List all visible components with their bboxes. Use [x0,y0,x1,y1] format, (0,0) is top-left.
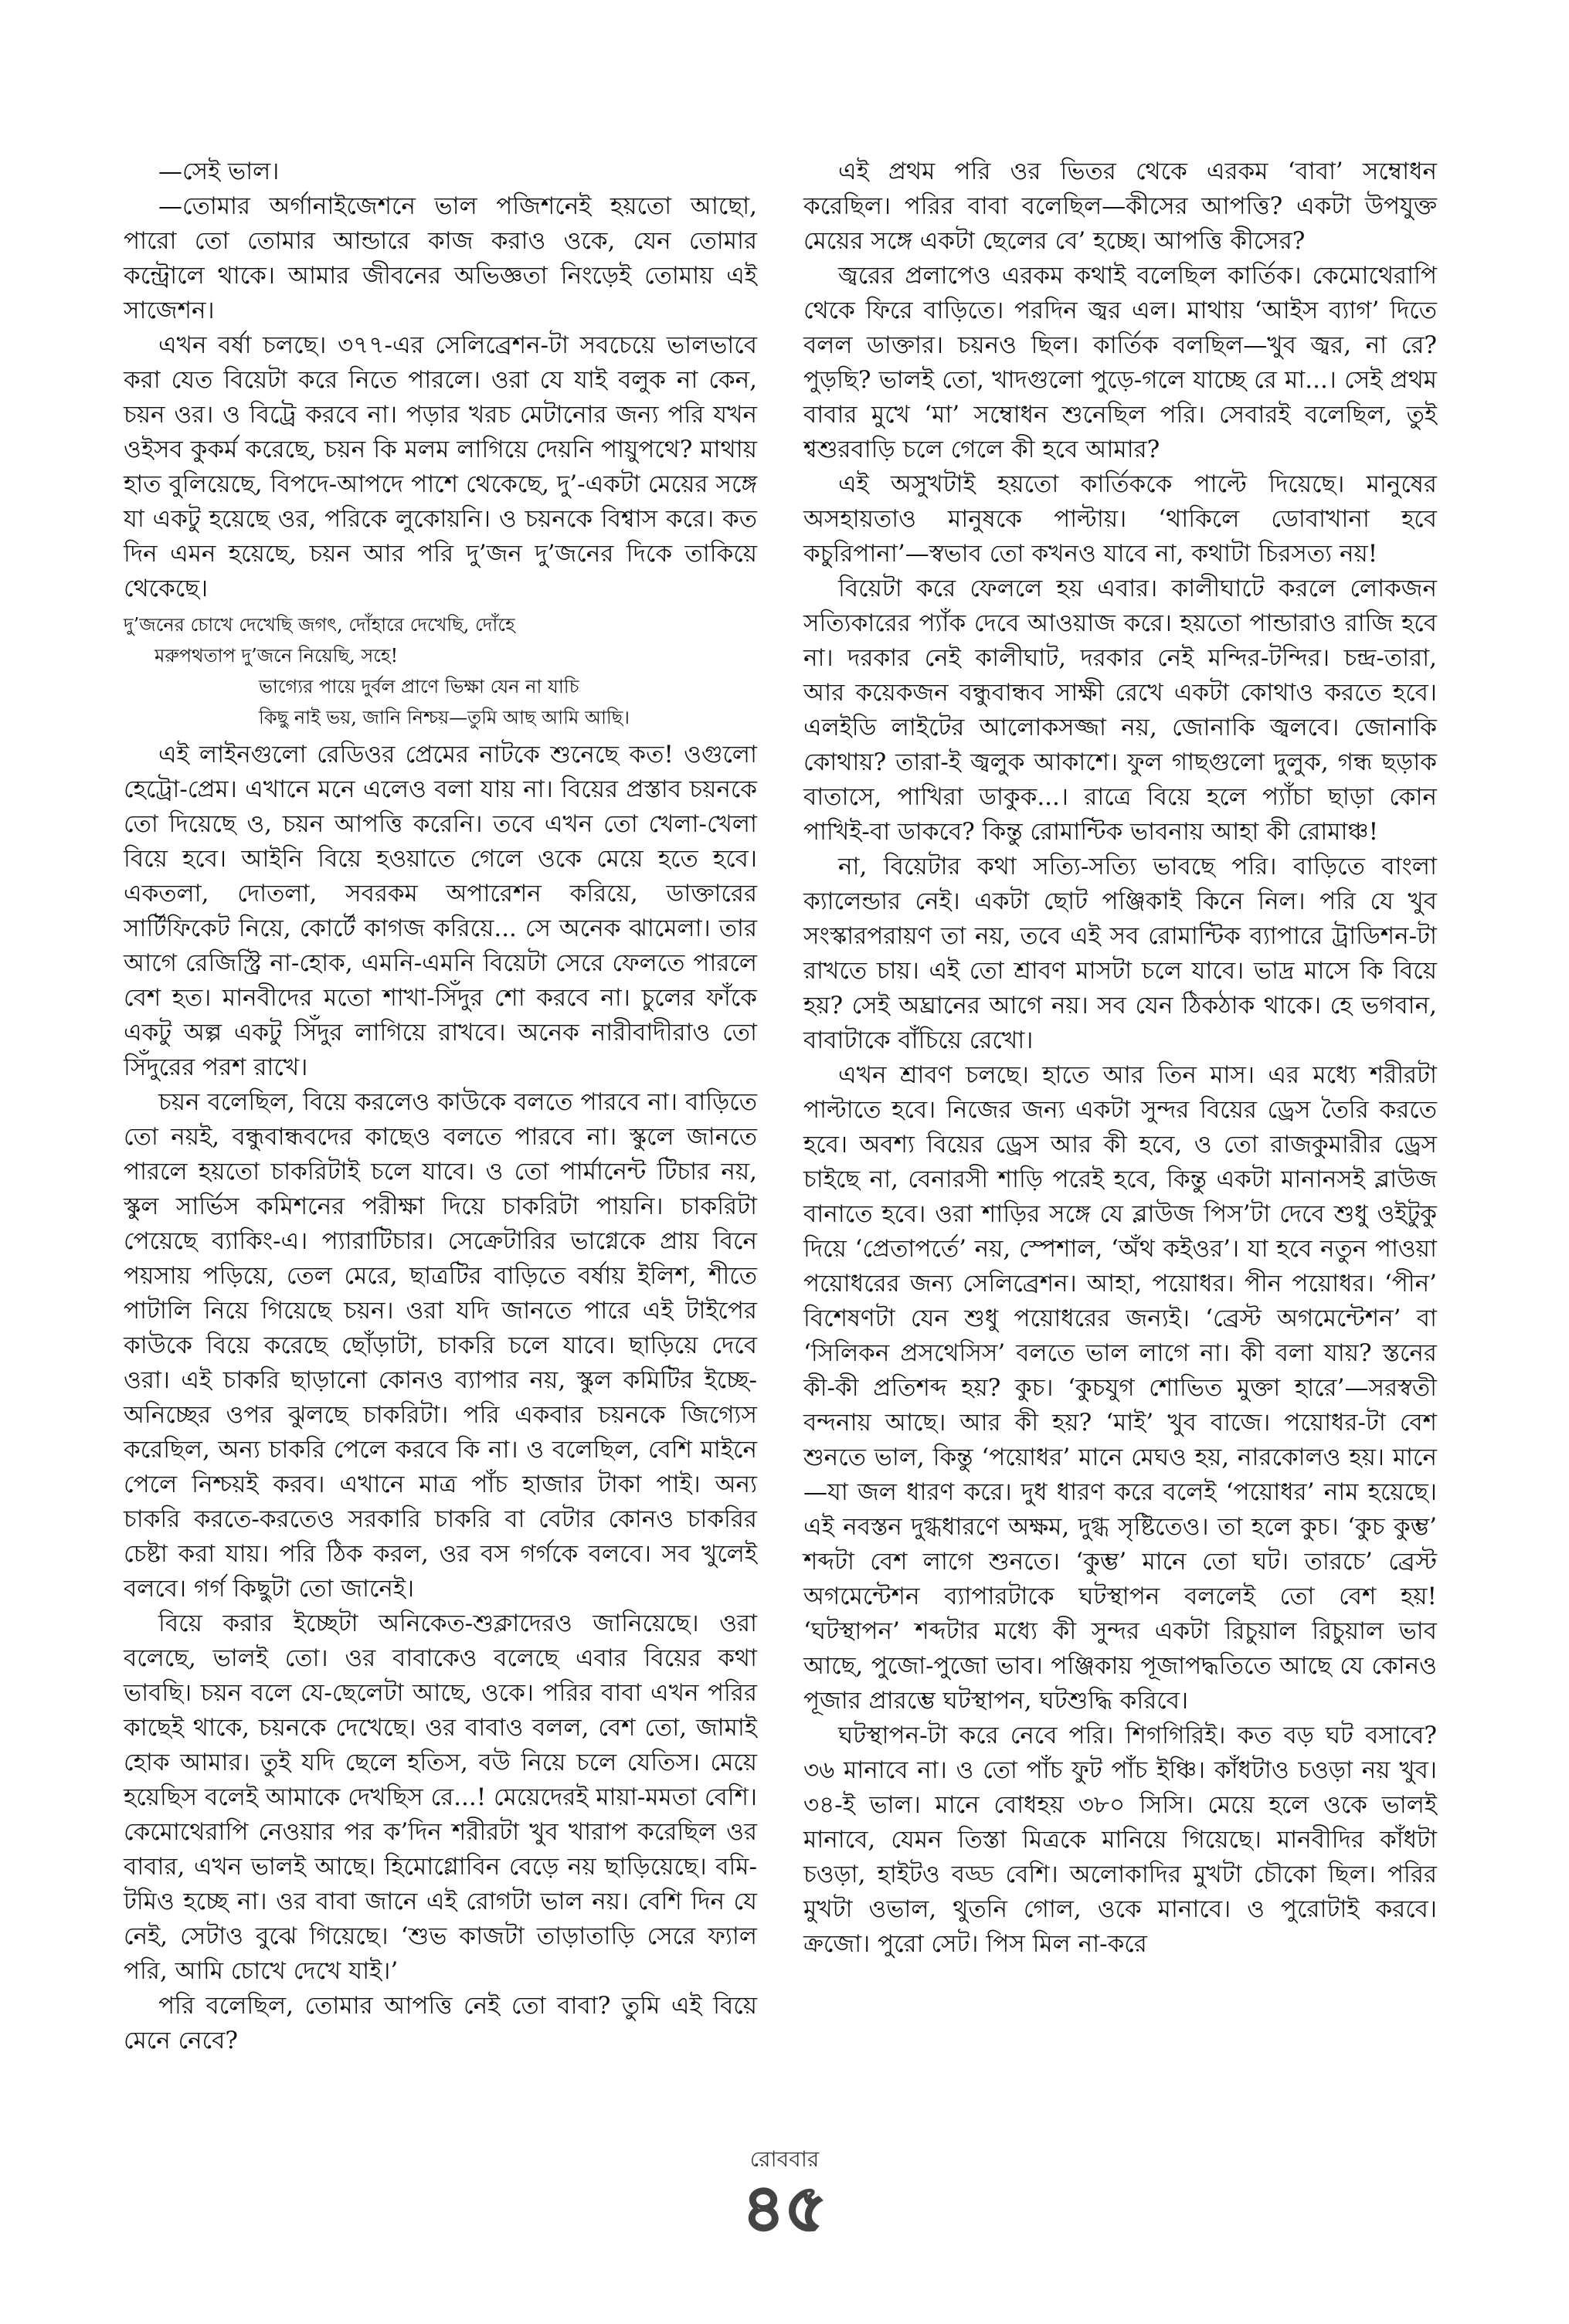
paragraph: —সেই ভাল। [158,158,280,185]
paragraph: এখন শ্রাবণ চলছে। হাতে আর তিন মাস। এর মধ্যে শরীরটা পাল্টাতে হবে। নিজের জন্য একটা সুন্দর বিয়ের ড্রেস তৈরি করতে হবে। অবশ্য বিয়ের ড্রেস আর কী হবে, ও তো রাজকুমারীর ড্রেস চাইছে না, বেনারসী শাড়ি পরেই হবে, কিন্তু একটা মানানসই ব্লাউজ বানাতে হবে। ওরা শাড়ির সঙ্গে যে ব্লাউজ পিস’টা দেবে শুধু ওইটুকু দিয়ে ‘প্রেতাপর্তে’ নয়, স্পেশাল, ‘অঁথ কইওর’। যা হবে নতুন পাওয়া পয়োধরের জন্য সেলিব্রেশন। আহা, পয়োধর। পীন পয়োধর। ‘পীন’ বিশেষণটা যেন শুধু পয়োধরের জন্যই। ‘ব্রেস্ট অগমেন্টেশন’ বা ‘সিলিকন প্রসথেসিস’ বলতে ভাল লাগে না। কী বলা যায়? স্তনের কী-কী প্রতিশব্দ হয়? কুচ। ‘কুচযুগ শোভিত মুক্তা হারে’—সরস্বতী বন্দনায় আছে। আর কী হয়? ‘মাই’ খুব বাজে। পয়োধর-টা বেশ শুনতে ভাল, কিন্তু ‘পয়োধর’ মানে মেঘও হয়, নারকোলও হয়। মানে—যা জল ধারণ করে। দুধ ধারণ করে বলেই ‘পয়োধর’ নাম হয়েছে। এই নবস্তন দুগ্ধধারণে অক্ষম, দুগ্ধ সৃষ্টিতেও। তা হলে কুচ। ‘কুচ কুম্ভ’ শব্দটা বেশ লাগে শুনতে। ‘কুম্ভ’ মানে তো ঘট। তারচে’ ব্রেস্ট অগমেন্টেশন ব্যাপারটাকে ঘটস্থাপন বললেই তো বেশ হয়! ‘ঘটস্থাপন’ শব্দটার মধ্যে কী সুন্দর একটা রিচুয়াল রিচুয়াল ভাব আছে, পুজো-পুজো ভাব। পঞ্জিকায় পূজাপদ্ধতিতে আছে যে কোনও পূজার প্রারম্ভে ঘটস্থাপন, ঘটশুদ্ধি করিবে। [803,1061,1437,1715]
right-column [803,154,1437,1962]
paragraph: পরি বলেছিল, তোমার আপত্তি নেই তো বাবা? তুমি এই বিয়ে মেনে নেবে? [124,1992,757,2054]
paragraph: বিয়ে করার ইচ্ছেটা অনিকেত-শুক্লাদেরও জানিয়েছে। ওরা বলেছে, ভালই তো। ওর বাবাকেও বলেছে এবার বিয়ের কথা ভাবছি। চয়ন বলে যে-ছেলেটা আছে, ওকে। পরির বাবা এখন পরির কাছেই থাকে, চয়নকে দেখেছে। ওর বাবাও বলল, বেশ তো, জামাই হোক আমার। তুই যদি ছেলে হতিস, বউ নিয়ে চলে যেতিস। মেয়ে হয়েছিস বলেই আমাকে দেখছিস রে...! মেয়েদেরই মায়া-মমতা বেশি। কেমোথেরাপি নেওয়ার পর ক’দিন শরীরটা খুব খারাপ করেছিল ওর বাবার, এখন ভালই আছে। হিমোগ্লোবিন বেড়ে নয় ছাড়িয়েছে। বমি-টমিও হচ্ছে না। ওর বাবা জানে এই রোগটা ভাল নয়। বেশি দিন যে নেই, সেটাও বুঝে গিয়েছে। ‘শুভ কাজটা তাড়াতাড়ি সেরে ফ্যাল পরি, আমি চোখে দেখে যাই।’ [124,1610,757,1985]
left-column [124,154,757,2058]
paragraph: না, বিয়েটার কথা সত্যি-সত্যি ভাবছে পরি। বাড়িতে বাংলা ক্যালেন্ডার নেই। একটা ছোট পঞ্জিকাই কিনে নিল। পরি যে খুব সংস্কারপরায়ণ তা নয়, তবে এই সব রোমান্টিক ব্যাপারে ট্রাডিশন-টা রাখতে চায়। এই তো শ্রাবণ মাসটা চলে যাবে। ভাদ্র মাসে কি বিয়ে হয়? সেই অঘ্রানের আগে নয়। সব যেন ঠিকঠাক থাকে। হে ভগবান, বাবাটাকে বাঁচিয়ে রেখো। [803,853,1437,1054]
paragraph: জ্বরের প্রলাপেও এরকম কথাই বলেছিল কার্তিক। কেমোথেরাপি থেকে ফিরে বাড়িতে। পরদিন জ্বর এল। মাথায় ‘আইস ব্যাগ’ দিতে বলল ডাক্তার। চয়নও ছিল। কার্তিক বলছিল—খুব জ্বর, না রে? পুড়ছি? ভালই তো, খাদগুলো পুড়ে-গলে যাচ্ছে রে মা...। সেই প্রথম বাবার মুখে ‘মা’ সম্বোধন শুনেছিল পরি। সেবারই বলেছিল, তুই শ্বশুরবাড়ি চলে গেলে কী হবে আমার? [803,262,1437,463]
page-number: ৪৫ [742,2170,827,2246]
poem-line: দু’জনের চোখে দেখেছি জগৎ, দোঁহারে দেখেছি, দোঁহে [124,614,515,636]
paragraph: এখন বর্ষা চলছে। ৩৭৭-এর সেলিব্রেশন-টা সবচেয়ে ভালভাবে করা যেত বিয়েটা করে নিতে পারলে। ওরা যে যাই বলুক না কেন, চয়ন ওর। ও বিট্রে করবে না। পড়ার খরচ মেটানোর জন্য পরি যখন ওইসব কুকর্ম করেছে, চয়ন কি মলম লাগিয়ে দেয়নি পায়ুপথে? মাথায় হাত বুলিয়েছে, বিপদে-আপদে পাশে থেকেছে, দু’-একটা মেয়ের সঙ্গে যা একটু হয়েছে ওর, পরিকে লুকোয়নি। ও চয়নকে বিশ্বাস করে। কত দিন এমন হয়েছে, চয়ন আর পরি দু’জন দু’জনের দিকে তাকিয়ে থেকেছে। [124,331,757,602]
paragraph: এই অসুখটাই হয়তো কার্তিককে পাল্টে দিয়েছে। মানুষের অসহায়তাও মানুষকে পাল্টায়। ‘থাকিলে ডোবাখানা হবে কচুরিপানা’—স্বভাব তো কখনও যাবে না, কথাটা চিরসত্য নয়! [803,470,1437,568]
paragraph: —তোমার অর্গানাইজেশনে ভাল পজিশনেই হয়তো আছো, পারো তো তোমার আন্ডারে কাজ করাও ওকে, যেন তোমার কন্ট্রোলে থাকে। আমার জীবনের অভিজ্ঞতা নিংড়েই তোমায় এই সাজেশন। [124,192,757,324]
paragraph: বিয়েটা করে ফেললে হয় এবার। কালীঘাটে করলে লোকজন সত্যিকারের প্যাঁক দেবে আওয়াজ করে। হয়তো পান্ডারাও রাজি হবে না। দরকার নেই কালীঘাট, দরকার নেই মন্দির-টন্দির। চন্দ্র-তারা, আর কয়েকজন বন্ধুবান্ধব সাক্ষী রেখে একটা কোথাও করতে হবে। এলইডি লাইটের আলোকসজ্জা নয়, জোনাকি জ্বলবে। জোনাকি কোথায়? তারা-ই জ্বলুক আকাশে। ফুল গাছগুলো দুলুক, গন্ধ ছড়াক বাতাসে, পাখিরা ডাকুক...। রাত্রে বিয়ে হলে প্যাঁচা ছাড়া কোন পাখিই-বা ডাকবে? কিন্তু রোমান্টিক ভাবনায় আহা কী রোমাঞ্চ! [803,575,1437,846]
paragraph: চয়ন বলেছিল, বিয়ে করলেও কাউকে বলতে পারবে না। বাড়িতে তো নয়ই, বন্ধুবান্ধবদের কাছেও বলতে পারবে না। স্কুলে জানতে পারলে হয়তো চাকরিটাই চলে যাবে। ও তো পার্মানেন্ট টিচার নয়, স্কুল সার্ভিস কমিশনের পরীক্ষা দিয়ে চাকরিটা পায়নি। চাকরিটা পেয়েছে ব্যাকিং-এ। প্যারাটিচার। সেক্রেটারির ভাগ্নেকে প্রায় বিনে পয়সায় পড়িয়ে, তেল মেরে, ছাত্রটির বাড়িতে বর্ষায় ইলিশ, শীতে পাটালি নিয়ে গিয়েছে চয়ন। ওরা যদি জানতে পারে এই টাইপের কাউকে বিয়ে করেছে ছোঁড়াটা, চাকরি চলে যাবে। ছাড়িয়ে দেবে ওরা। এই চাকরি ছাড়ানো কোনও ব্যাপার নয়, স্কুল কমিটির ইচ্ছে-অনিচ্ছের ওপর ঝুলছে চাকরিটা। পরি একবার চয়নকে জিগ্যেস করেছিল, অন্য চাকরি পেলে করবে কি না। ও বলেছিল, বেশি মাইনে পেলে নিশ্চয়ই করব। এখানে মাত্র পাঁচ হাজার টাকা পাই। অন্য চাকরি করতে-করতেও সরকারি চাকরি বা বেটার কোনও চাকরির চেষ্টা করা যায়। পরি ঠিক করল, ওর বস গর্গকে বলবে। সব খুলেই বলবে। গর্গ কিছুটা তো জানেই। [124,1088,757,1603]
paragraph: ঘটস্থাপন-টা করে নেবে পরি। শিগগিরিই। কত বড় ঘট বসাবে? ৩৬ মানাবে না। ও তো পাঁচ ফুট পাঁচ ইঞ্চি। কাঁধটাও চওড়া নয় খুব। ৩৪-ই ভাল। মানে বোধহয় ৩৮০ সিসি। মেয়ে হলে ওকে ভালই মানাবে, যেমন তিস্তা মিত্রকে মানিয়ে গিয়েছে। মানবীদির কাঁধটা চওড়া, হাইটও বড্ড বেশি। অলোকাদির মুখটা চৌকো ছিল। পরির মুখটা ওভাল, থুতনি গোল, ওকে মানাবে। ও পুরোটাই করবে। ক্রজো। পুরো সেট। পিস মিল না-করে [803,1722,1437,1958]
page-footer [0,2146,1569,2246]
poem-line: কিছু নাই ভয়, জানি নিশ্চয়—তুমি আছ আমি আছি। [259,707,630,728]
poem-line: ভাগ্যের পায়ে দুর্বল প্রাণে ভিক্ষা যেন না যাচি [259,676,579,697]
poem-quote [124,609,757,733]
poem-line: মরুপথতাপ দু’জনে নিয়েছি, সহে! [155,645,399,667]
paragraph: এই লাইনগুলো রেডিওর প্রেমের নাটকে শুনেছে কত! ওগুলো হেট্রো-প্রেম। এখানে মনে এলেও বলা যায় না। বিয়ের প্রস্তাব চয়নকে তো দিয়েছে ও, চয়ন আপত্তি করেনি। তবে এখন তো খেলা-খেলা বিয়ে হবে। আইনি বিয়ে হওয়াতে গেলে ওকে মেয়ে হতে হবে। একতলা, দোতলা, সবরকম অপারেশন করিয়ে, ডাক্তারের সার্টিফিকেট নিয়ে, কোর্টে কাগজ করিয়ে... সে অনেক ঝামেলা। তার আগে রেজিস্ট্রি না-হোক, এমনি-এমনি বিয়েটা সেরে ফেলতে পারলে বেশ হত। মানবীদের মতো শাখা-সিঁদুর শো করবে না। চুলের ফাঁকে একটু অল্প একটু সিঁদুর লাগিয়ে রাখবে। অনেক নারীবাদীরাও তো সিঁদুরের পরশ রাখে। [124,741,757,1081]
paragraph: এই প্রথম পরি ওর ভিতর থেকে এরকম ‘বাবা’ সম্বোধন করেছিল। পরির বাবা বলেছিল—কীসের আপত্তি? একটা উপযুক্ত মেয়ের সঙ্গে একটা ছেলের বে’ হচ্ছে। আপত্তি কীসের? [803,158,1437,255]
magazine-name: রোববার [749,2146,820,2172]
